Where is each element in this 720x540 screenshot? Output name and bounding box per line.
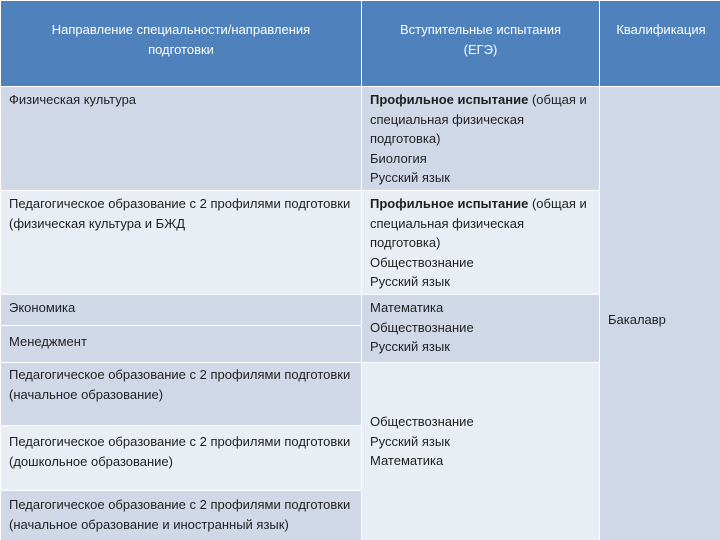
qualification-value: Бакалавр <box>608 312 666 328</box>
exam-subject: Русский язык <box>370 433 450 449</box>
direction-cell <box>1 363 362 426</box>
direction-cell <box>1 491 362 540</box>
exam-subject: Математика <box>370 453 444 469</box>
exam-profile-rest: (общая и специальная физическая подготовка) <box>370 92 587 146</box>
exam-profile-rest: (общая и специальная физическая подготовка) <box>370 196 587 250</box>
exams-cell <box>362 295 600 363</box>
direction-name: Менеджмент <box>9 334 87 349</box>
direction-name: Экономика <box>9 300 76 315</box>
qualification-cell <box>600 87 720 540</box>
direction-name: Педагогическое образование с 2 профилями подготовки (начальное образование) <box>9 367 351 402</box>
header-qualification: Квалификация <box>600 1 720 87</box>
header-direction: Направление специальности/направления подготовки <box>1 1 362 87</box>
exam-subject: Обществознание <box>370 414 474 430</box>
exam-subject: Обществознание <box>370 254 474 270</box>
exam-subject: Математика <box>370 300 444 315</box>
exams-cell <box>362 191 600 295</box>
exams-cell <box>362 363 600 540</box>
direction-cell <box>1 87 362 191</box>
table-header-row <box>1 1 720 87</box>
exam-profile <box>370 196 587 250</box>
exam-profile-bold: Профильное испытание <box>370 92 529 107</box>
direction-name: Физическая культура <box>9 92 137 107</box>
exam-profile-bold: Профильное испытание <box>370 196 529 211</box>
exam-subject: Биология <box>370 150 427 166</box>
direction-cell <box>1 295 362 326</box>
direction-cell <box>1 191 362 295</box>
direction-cell <box>1 426 362 491</box>
direction-cell <box>1 326 362 363</box>
header-exams: Вступительные испытания (ЕГЭ) <box>362 1 600 87</box>
direction-name: Педагогическое образование с 2 профилями подготовки (дошкольное образование) <box>9 434 351 469</box>
exams-cell <box>362 87 600 191</box>
exam-subject: Русский язык <box>370 274 450 289</box>
exam-subject: Русский язык <box>370 170 450 185</box>
table-row <box>1 87 720 191</box>
direction-name: Педагогическое образование с 2 профилями подготовки (физическая культура и БЖД <box>9 196 351 231</box>
exam-subject: Обществознание <box>370 319 474 335</box>
exam-subject: Русский язык <box>370 339 450 354</box>
direction-name: Педагогическое образование с 2 профилями подготовки (начальное образование и иностранный язык) <box>9 497 351 532</box>
exam-profile <box>370 92 587 146</box>
